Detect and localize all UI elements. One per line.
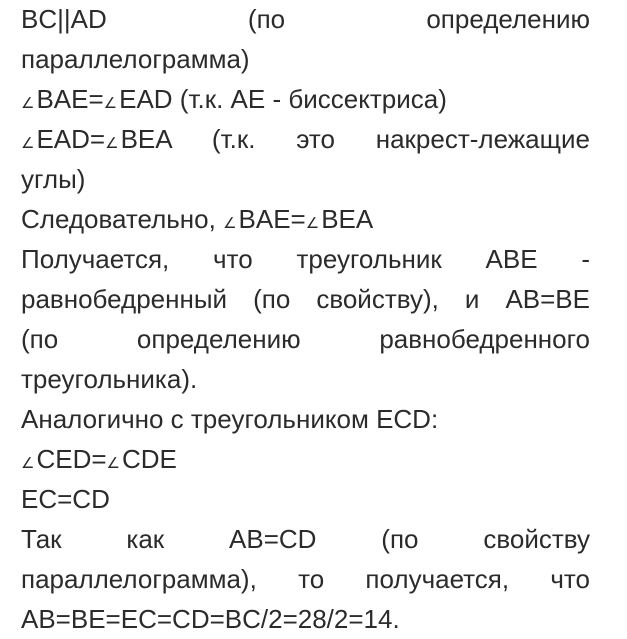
text-line-14: Так как AB=CD (по свойству — [21, 524, 590, 554]
text-line-6: Следовательно, ∠BAE=∠BEA — [21, 204, 374, 234]
text-line-3: ∠BAE=∠EAD (т.к. AE - биссектриса) — [21, 84, 447, 114]
text-line-1: BC||AD (по определению — [21, 4, 590, 34]
text-line-7: Получается, что треугольник ABE - — [21, 244, 590, 274]
text-line-12: ∠CED=∠CDE — [21, 444, 177, 474]
text-line-13: EC=CD — [21, 484, 110, 514]
text-line-16: AB=BE=EC=CD=BC/2=28/2=14. — [21, 604, 400, 634]
text-line-9: (по определению равнобедренного — [21, 324, 590, 354]
text-line-2: параллелограмма) — [21, 44, 250, 74]
text-line-5: углы) — [21, 164, 86, 194]
text-line-4: ∠EAD=∠BEA (т.к. это накрест-лежащие — [21, 124, 590, 154]
text-line-10: треугольника). — [21, 364, 198, 394]
text-line-15: параллелограмма), то получается, что — [21, 564, 590, 594]
text-line-11: Аналогично с треугольником ECD: — [21, 404, 439, 434]
text-line-8: равнобедренный (по свойству), и AB=BE — [21, 284, 590, 314]
solution-text — [21, 0, 590, 639]
